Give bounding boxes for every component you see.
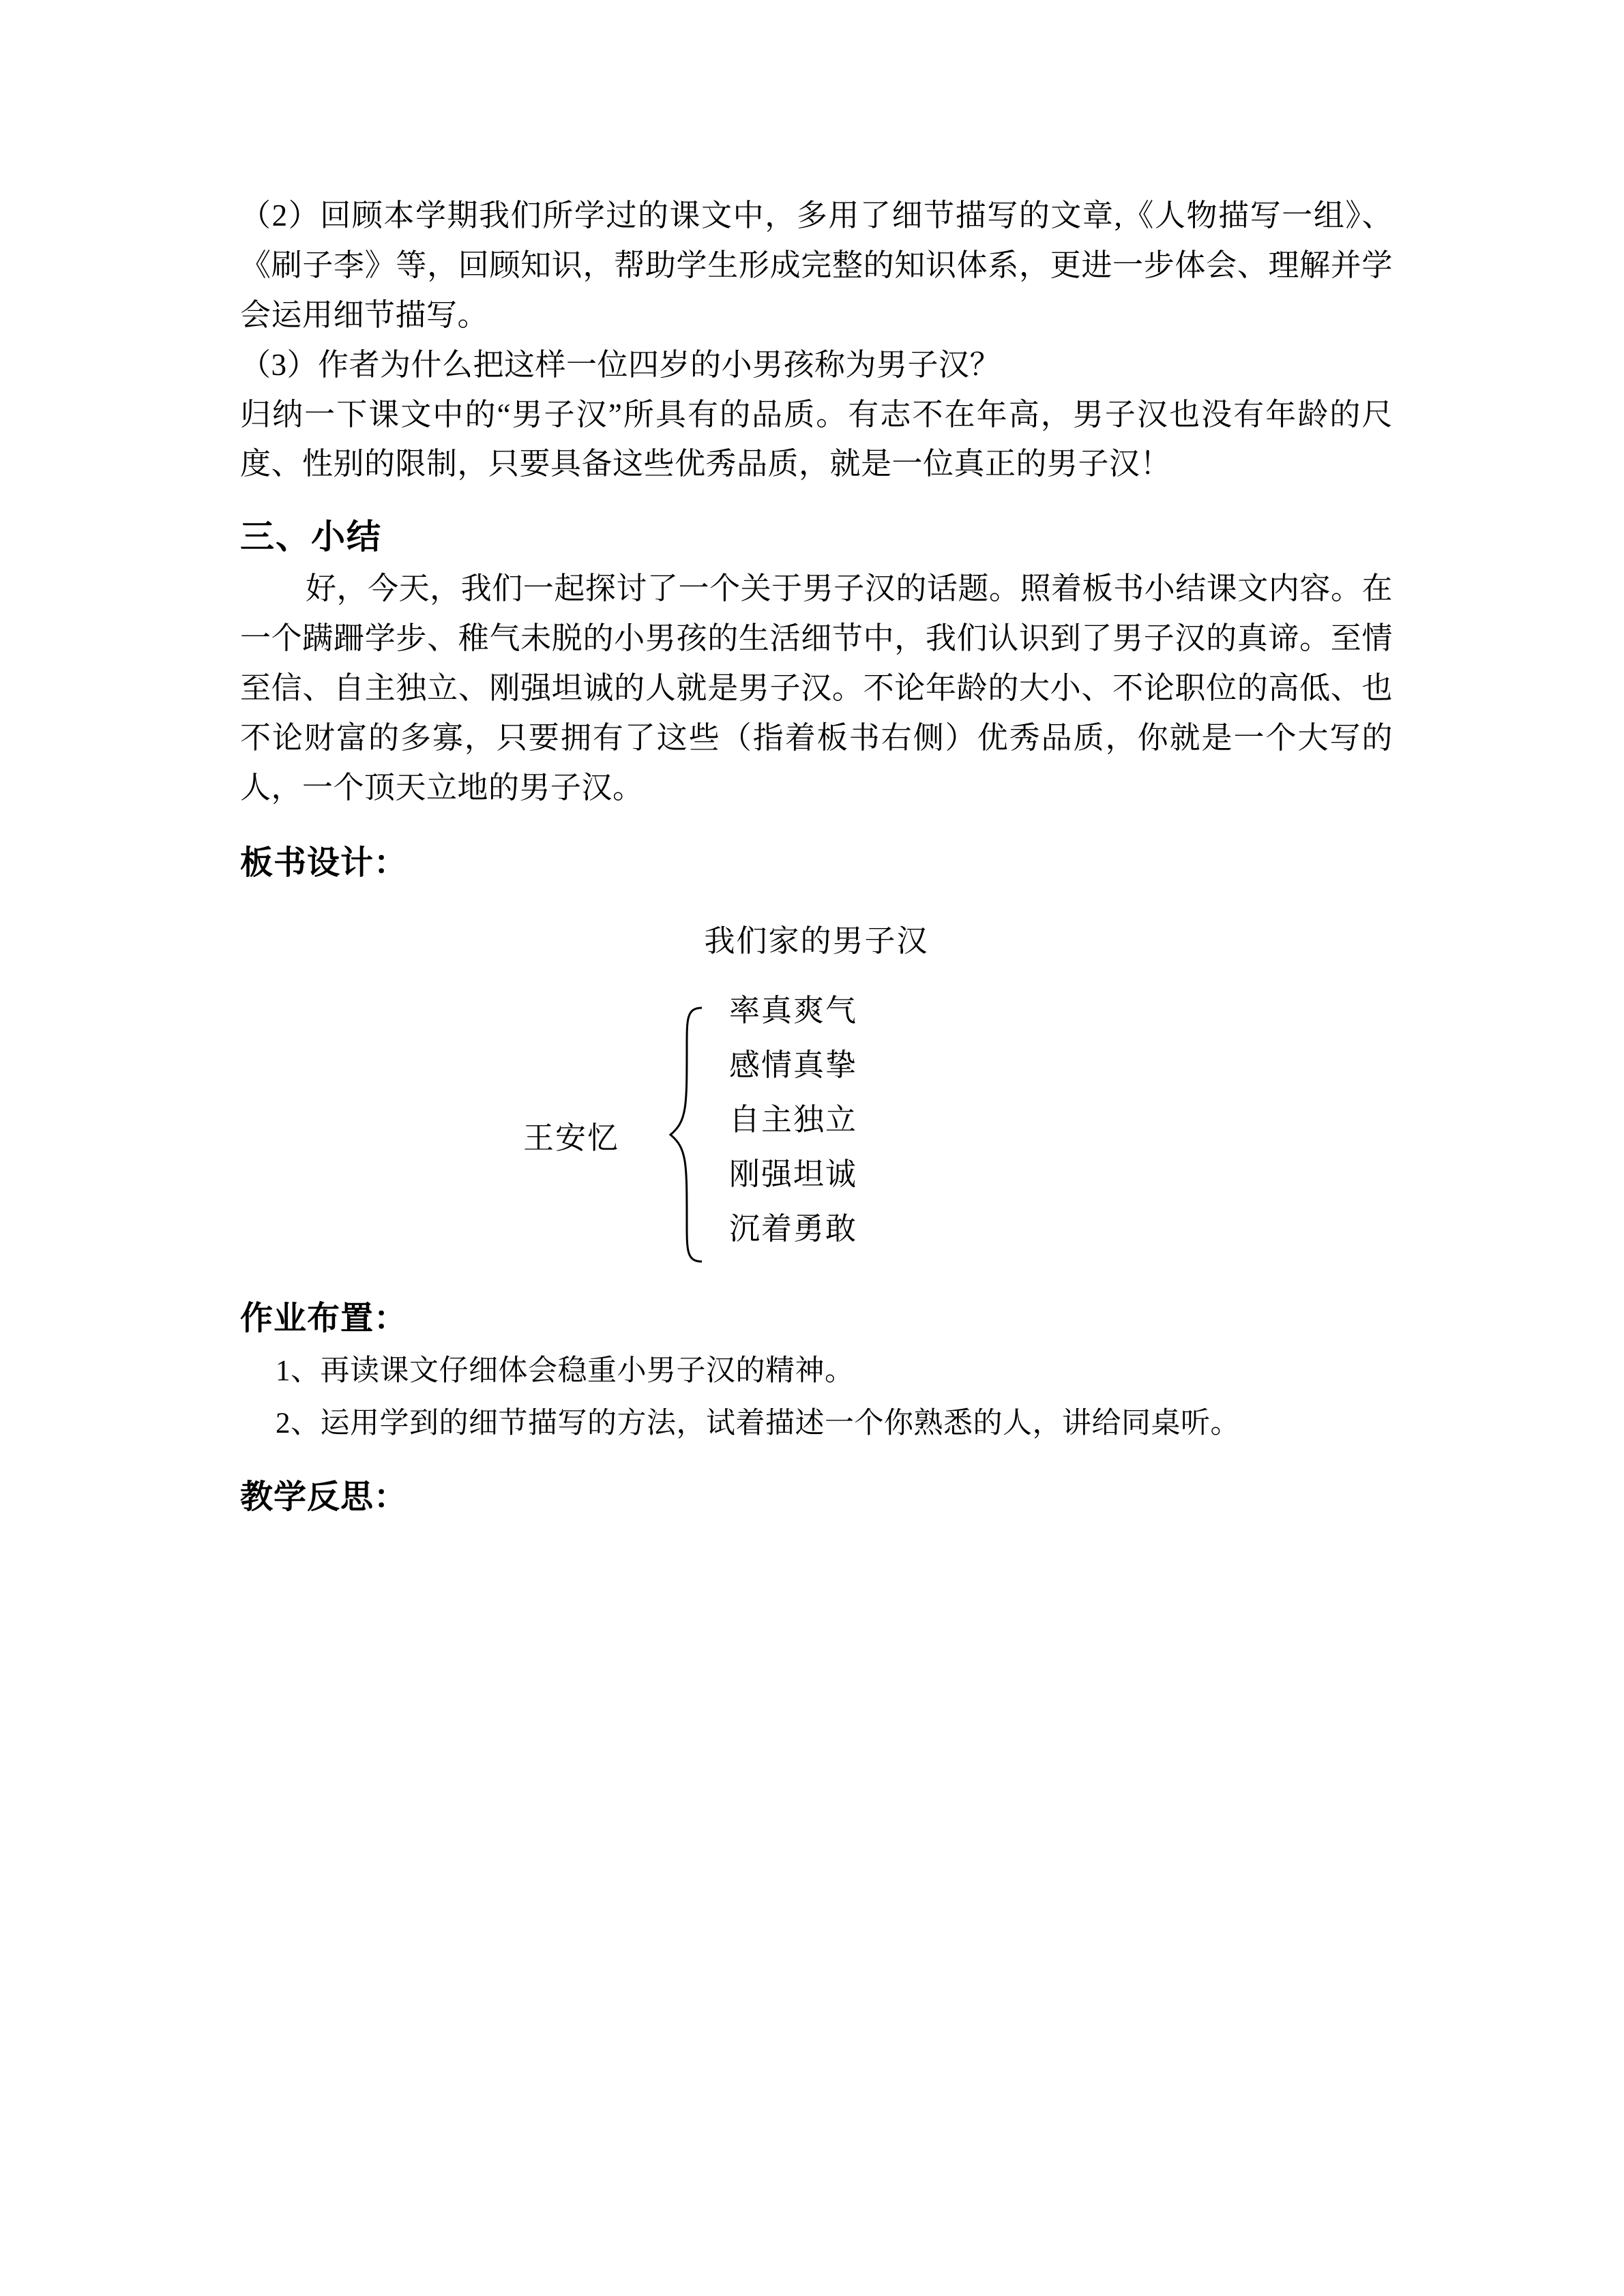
curly-brace-icon xyxy=(666,1005,707,1264)
summary-paragraph: 好，今天，我们一起探讨了一个关于男子汉的话题。照着板书小结课文内容。在一个蹒跚学步、稚气未脱的小男孩的生活细节中，我们认识到了男子汉的真谛。至情至信、自主独立、刚强坦诚的人就是男子汉。不论年龄的大小、不论职位的高低、也不论财富的多寡，只要拥有了这些（指着板书右侧）优秀品质，你就是一个大写的人，一个顶天立地的男子汉。 xyxy=(240,571,1393,805)
paragraph-3-answer: 归纳一下课文中的“男子汉”所具有的品质。有志不在年高，男子汉也没有年龄的尺度、性别的限制，只要具备这些优秀品质，就是一位真正的男子汉！ xyxy=(240,397,1393,481)
board-title: 我们家的男子汉 xyxy=(704,923,929,958)
board-quality-item: 刚强坦诚 xyxy=(729,1157,858,1191)
board-qualities-list xyxy=(721,993,1062,1268)
board-author: 王安忆 xyxy=(523,1120,620,1155)
homework-list xyxy=(240,1348,1393,1448)
paragraph-3: （3）作者为什么把这样一位四岁的小男孩称为男子汉？ xyxy=(240,347,1001,382)
reflection-label: 教学反思： xyxy=(240,1478,408,1517)
paragraph-2: （2）回顾本学期我们所学过的课文中，多用了细节描写的文章,《人物描写一组》、《刷子李》等，回顾知识，帮助学生形成完整的知识体系，更进一步体会、理解并学会运用细节描写。 xyxy=(240,198,1393,332)
board-design-label: 板书设计： xyxy=(240,843,408,882)
board-quality-item: 沉着勇敢 xyxy=(729,1211,858,1246)
section-heading-summary: 三、小结 xyxy=(240,517,382,557)
board-quality-item: 感情真挚 xyxy=(729,1047,858,1082)
document-body xyxy=(240,191,1393,1517)
board-quality-item: 自主独立 xyxy=(729,1102,858,1137)
board-diagram xyxy=(240,993,1393,1268)
homework-item: 2、运用学到的细节描写的方法，试着描述一个你熟悉的人，讲给同桌听。 xyxy=(276,1407,1240,1440)
homework-item: 1、再读课文仔细体会稳重小男子汉的精神。 xyxy=(276,1354,855,1387)
board-quality-item: 率真爽气 xyxy=(729,993,858,1028)
homework-label: 作业布置： xyxy=(240,1298,408,1337)
